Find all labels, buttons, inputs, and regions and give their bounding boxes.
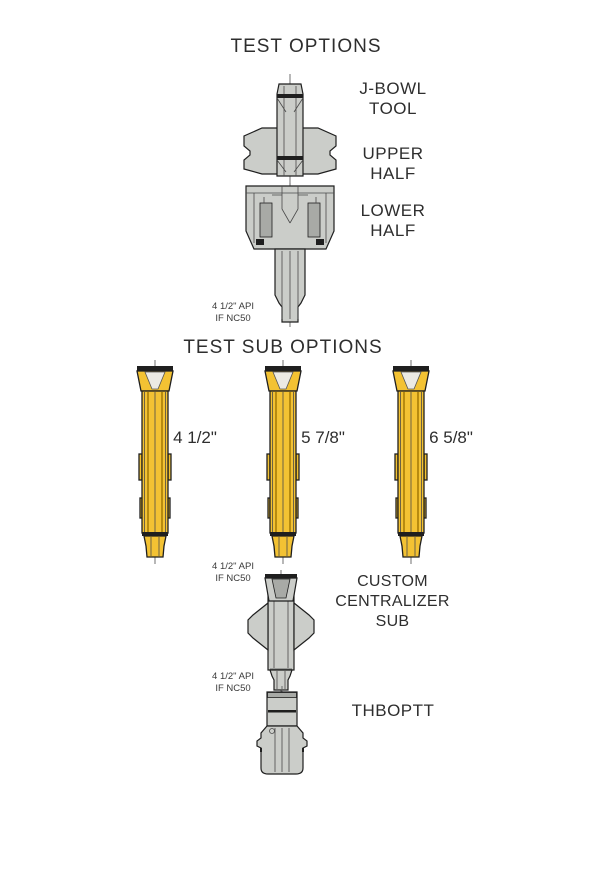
jbowl-tool-label: J-BOWL TOOL	[359, 79, 427, 118]
upper-half-label: UPPER HALF	[362, 144, 424, 183]
pin-end	[400, 536, 422, 557]
test-sub-4-half	[120, 358, 255, 572]
connection-note-3: 4 1/2" API IF NC50	[212, 671, 254, 694]
centralizer-wing-right	[294, 603, 314, 650]
test-sub-size-label-3: 6 5/8"	[429, 428, 473, 447]
test-sub-6-five-eighths	[376, 358, 511, 572]
test-sub-drawing-3	[376, 358, 446, 566]
thboptt-label: THBOPTT	[351, 701, 435, 720]
lower-half-label: LOWER HALF	[360, 201, 426, 240]
thboptt-drawing	[244, 686, 324, 778]
pin-end	[144, 536, 166, 557]
test-sub-drawing-1	[120, 358, 190, 566]
test-sub-drawing-2	[248, 358, 318, 566]
page-title: TEST OPTIONS	[230, 36, 382, 57]
test-sub-5-seven-eighths	[248, 358, 383, 572]
pin-end	[272, 536, 294, 557]
connection-note-2: 4 1/2" API IF NC50	[212, 561, 254, 584]
connection-note-1: 4 1/2" API IF NC50	[212, 301, 254, 324]
test-sub-size-label-1: 4 1/2"	[173, 428, 217, 447]
test-sub-size-label-2: 5 7/8"	[301, 428, 345, 447]
section-title: TEST SUB OPTIONS	[183, 337, 383, 358]
centralizer-wing-left	[248, 603, 268, 650]
centralizer-label: CUSTOM CENTRALIZER SUB	[335, 573, 450, 630]
